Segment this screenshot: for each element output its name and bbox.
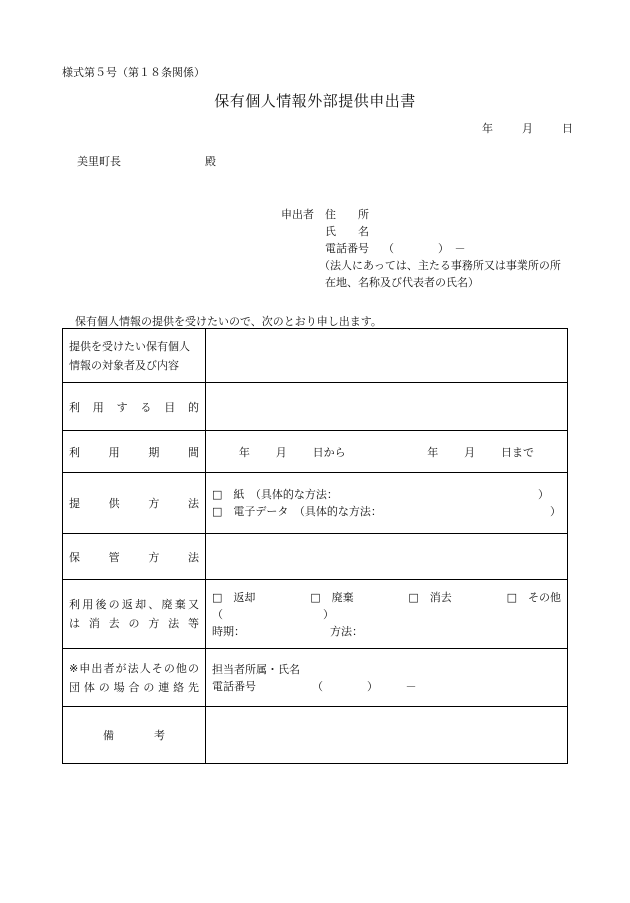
- label-contact: ※ 申 出 者 が 法 人 そ の 他 の 団 体 の 場 合 の 連 絡 先: [63, 649, 206, 707]
- option-other[interactable]: □ その他: [506, 590, 561, 604]
- contact-phone-label: 電話番号: [212, 679, 256, 693]
- addressee: [77, 153, 216, 169]
- label-char: 法: [187, 497, 199, 510]
- label-char: 利: [69, 400, 80, 414]
- table-row: [63, 649, 568, 707]
- date-line: [482, 120, 573, 136]
- paren-close: ）: [323, 607, 334, 621]
- table-row: [63, 383, 568, 431]
- method-label: 方法：: [330, 624, 363, 638]
- label-provision-method: [63, 473, 206, 534]
- field-purpose[interactable]: [206, 383, 568, 431]
- option-return[interactable]: □ 返却: [212, 590, 256, 604]
- label-char: 用: [92, 400, 104, 414]
- period-end-month: 月: [464, 445, 476, 459]
- label-char: 目: [164, 400, 176, 414]
- label-char: 法: [187, 550, 199, 564]
- period-start-year: 年: [238, 445, 250, 459]
- label-char: 的: [187, 400, 199, 414]
- field-provision-method[interactable]: [206, 473, 568, 534]
- period-start-day: 日から: [312, 445, 346, 459]
- field-disposal-method[interactable]: [206, 580, 568, 649]
- date-day: 日: [562, 122, 573, 135]
- option-erase[interactable]: □ 消去: [408, 590, 452, 604]
- applicant-label: 申出者: [281, 208, 314, 221]
- label-char: 間: [187, 445, 199, 459]
- timing-label: 時期：: [212, 624, 245, 638]
- page-title: 保有個人情報外部提供申出書: [214, 92, 416, 110]
- note-line2: 在地、名称及び代表者の氏名）: [325, 276, 479, 289]
- form-number: 様式第５号（第１８条関係）: [62, 66, 205, 79]
- field-contact[interactable]: [206, 649, 568, 707]
- label-line: 情報の対象者及び内容: [69, 358, 179, 372]
- phone-format: （ ） －: [383, 242, 466, 255]
- label-char: る: [140, 400, 152, 414]
- note-line1: （法人にあっては、主たる事務所又は事業所の所: [319, 259, 561, 272]
- label-char: 利: [69, 445, 80, 459]
- label-char: 方: [148, 550, 160, 564]
- application-table: [62, 328, 568, 764]
- label-char: 提: [69, 497, 80, 510]
- table-row: [63, 580, 568, 649]
- label-char: 方: [148, 497, 160, 510]
- applicant-block: [281, 206, 561, 291]
- label-char: 管: [108, 550, 120, 564]
- label-disposal-method: 利 用 後 の 返 却 、 廃 棄 又 は 消 去 の 方 法 等: [63, 580, 206, 649]
- field-period[interactable]: [206, 431, 568, 473]
- addressee-honorific: 殿: [205, 155, 216, 168]
- period-start-month: 月: [275, 445, 287, 459]
- option-electronic[interactable]: □ 電子データ （具体的な方法： ）: [212, 505, 561, 518]
- addressee-name: 美里町長: [77, 155, 121, 168]
- paren-open: （: [212, 607, 223, 621]
- label-char: す: [116, 400, 128, 414]
- label-char: 供: [108, 497, 120, 510]
- table-row: [63, 534, 568, 580]
- intro-text: 保有個人情報の提供を受けたいので、次のとおり申し出ます。: [75, 315, 382, 328]
- label-period: [63, 431, 206, 473]
- label-char: 用: [108, 445, 120, 459]
- label-storage-method: [63, 534, 206, 580]
- period-end-day: 日まで: [500, 445, 534, 459]
- address-label: 住 所: [325, 208, 369, 221]
- table-row: [63, 707, 568, 764]
- option-discard[interactable]: □ 廃棄: [310, 590, 354, 604]
- table-row: [63, 329, 568, 383]
- date-month: 月: [522, 122, 533, 135]
- name-label: 氏 名: [325, 225, 369, 238]
- label-char: 期: [148, 445, 160, 459]
- label-line: 提供を受けたい保有個人: [69, 339, 190, 353]
- field-target-info[interactable]: [206, 329, 568, 383]
- field-remarks[interactable]: [206, 707, 568, 764]
- table-row: [63, 431, 568, 473]
- label-char: 保: [69, 550, 80, 564]
- table-row: [63, 473, 568, 534]
- field-storage-method[interactable]: [206, 534, 568, 580]
- period-end-year: 年: [427, 445, 439, 459]
- option-paper[interactable]: □ 紙 （具体的な方法： ）: [212, 488, 549, 501]
- label-purpose: [63, 383, 206, 431]
- phone-label: 電話番号: [325, 242, 369, 255]
- contact-person-label: 担当者所属・氏名: [212, 662, 300, 676]
- label-target-info: [63, 329, 206, 383]
- label-remarks: 備 考: [63, 707, 206, 764]
- contact-phone-format: （ ） －: [312, 679, 417, 693]
- date-year: 年: [482, 122, 493, 135]
